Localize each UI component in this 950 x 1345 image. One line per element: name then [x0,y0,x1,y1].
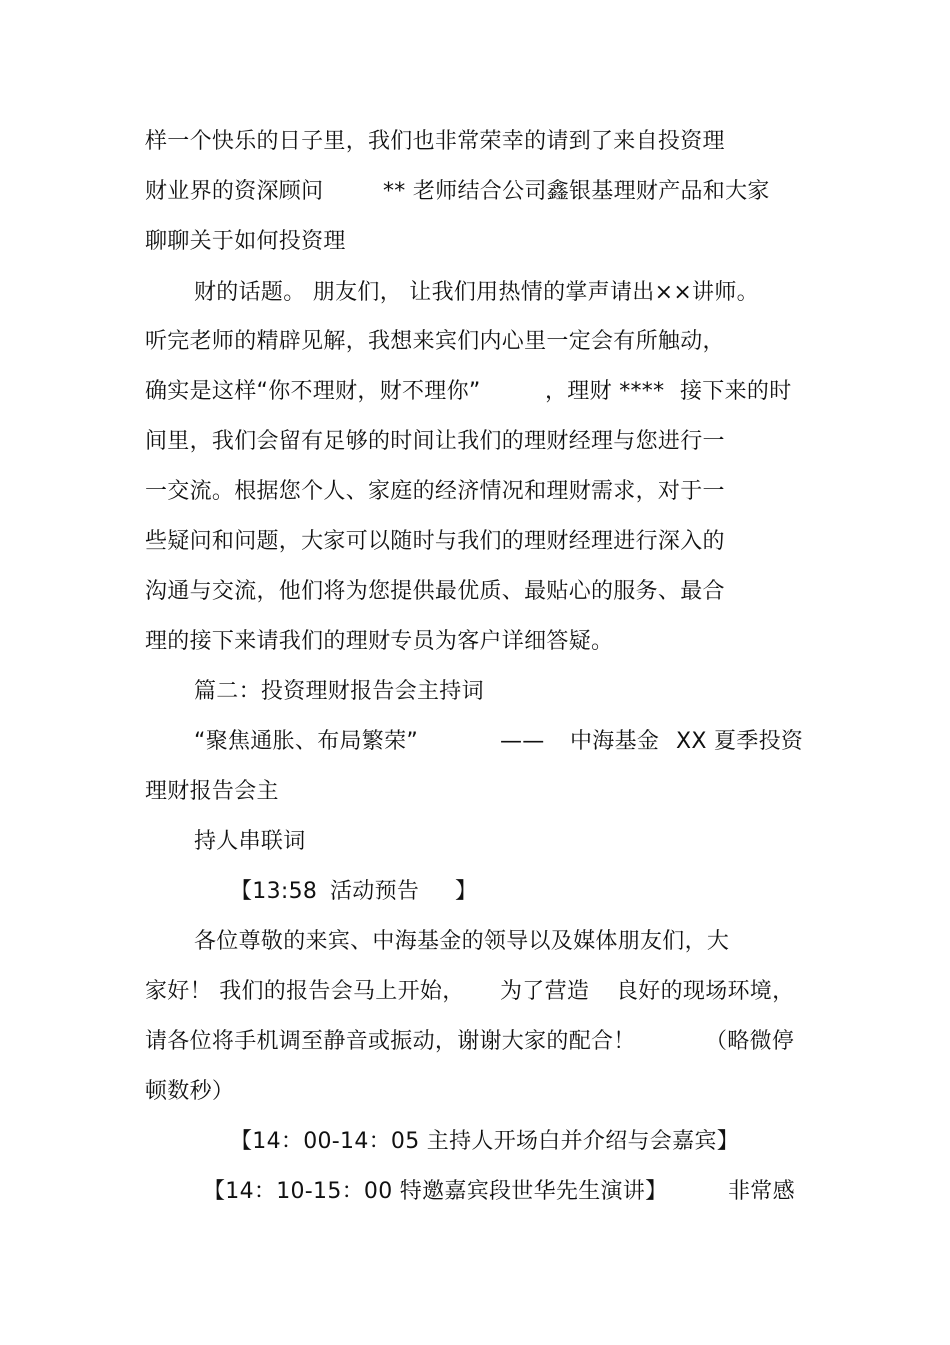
line-segment: 良好的现场环境， [616,979,795,1004]
line-text: 聊聊关于如何投资理 [145,229,346,254]
text-line [230,1127,739,1157]
text-line [145,1077,234,1107]
line-segment: （略微停 [705,1029,795,1054]
text-line [145,577,725,607]
section-heading [194,677,484,707]
text-line [145,177,770,207]
text-line [145,227,346,257]
line-text: 篇二：投资理财报告会主持词 [194,679,484,704]
line-segment: 请各位将手机调至静音或振动，谢谢大家的配合！ [145,1029,636,1054]
line-segment: 财业界的资深顾问 [145,179,324,204]
line-segment: 中海基金 [570,729,660,754]
line-text: 持人串联词 [194,829,306,854]
line-text: 各位尊敬的来宾、中海基金的领导以及媒体朋友们，大 [194,929,730,954]
line-segment: ，理财 **** [545,379,665,404]
line-segment: 接下来的时 [680,379,792,404]
text-line [145,127,725,157]
text-line [194,827,306,857]
line-text: 样一个快乐的日子里，我们也非常荣幸的请到了来自投资理 [145,129,725,154]
text-line [194,278,759,308]
line-segment: XX 夏季投资 [676,729,804,754]
line-segment: 确实是这样“你不理财，财不理你” [145,379,481,404]
line-segment: “聚焦通胀、布局繁荣” [194,729,419,754]
line-segment: 活动预告 [330,879,420,904]
line-segment: —— [500,729,545,754]
text-line [145,777,279,807]
line-segment: 为了营造 [500,979,590,1004]
text-line [230,877,477,907]
line-segment: 【14：10-15：00 特邀嘉宾段世华先生演讲】 [203,1179,668,1204]
line-text: 【14：00-14：05 主持人开场白并介绍与会嘉宾】 [230,1129,740,1154]
line-text: 理财报告会主 [145,779,279,804]
line-segment: 【13:58 [230,879,318,904]
line-segment: 非常感 [728,1179,795,1204]
line-text: 理的接下来请我们的理财专员为客户详细答疑。 [145,629,614,654]
line-text: 些疑问和问题，大家可以随时与我们的理财经理进行深入的 [145,529,725,554]
line-text: 听完老师的精辟见解，我想来宾们内心里一定会有所触动， [145,329,725,354]
line-text: 一交流。根据您个人、家庭的经济情况和理财需求，对于一 [145,479,725,504]
line-text: 顿数秒） [145,1079,235,1104]
text-line [145,477,725,507]
text-line [194,727,803,757]
line-segment: 】 [455,879,478,904]
text-line [194,927,729,957]
text-line [203,1177,795,1207]
text-line [145,377,792,407]
line-text: 沟通与交流，他们将为您提供最优质、最贴心的服务、最合 [145,579,725,604]
text-line [145,627,613,657]
text-line [145,427,725,457]
line-text: 间里，我们会留有足够的时间让我们的理财经理与您进行一 [145,429,725,454]
text-line [145,327,725,357]
text-line [145,1027,794,1057]
line-segment: 家好！ 我们的报告会马上开始， [145,979,465,1004]
line-segment: ** 老师结合公司鑫银基理财产品和大家 [383,179,770,204]
line-text: 财的话题。 朋友们， 让我们用热情的掌声请出××讲师。 [194,280,759,305]
text-line [145,527,725,557]
text-line [145,977,794,1007]
